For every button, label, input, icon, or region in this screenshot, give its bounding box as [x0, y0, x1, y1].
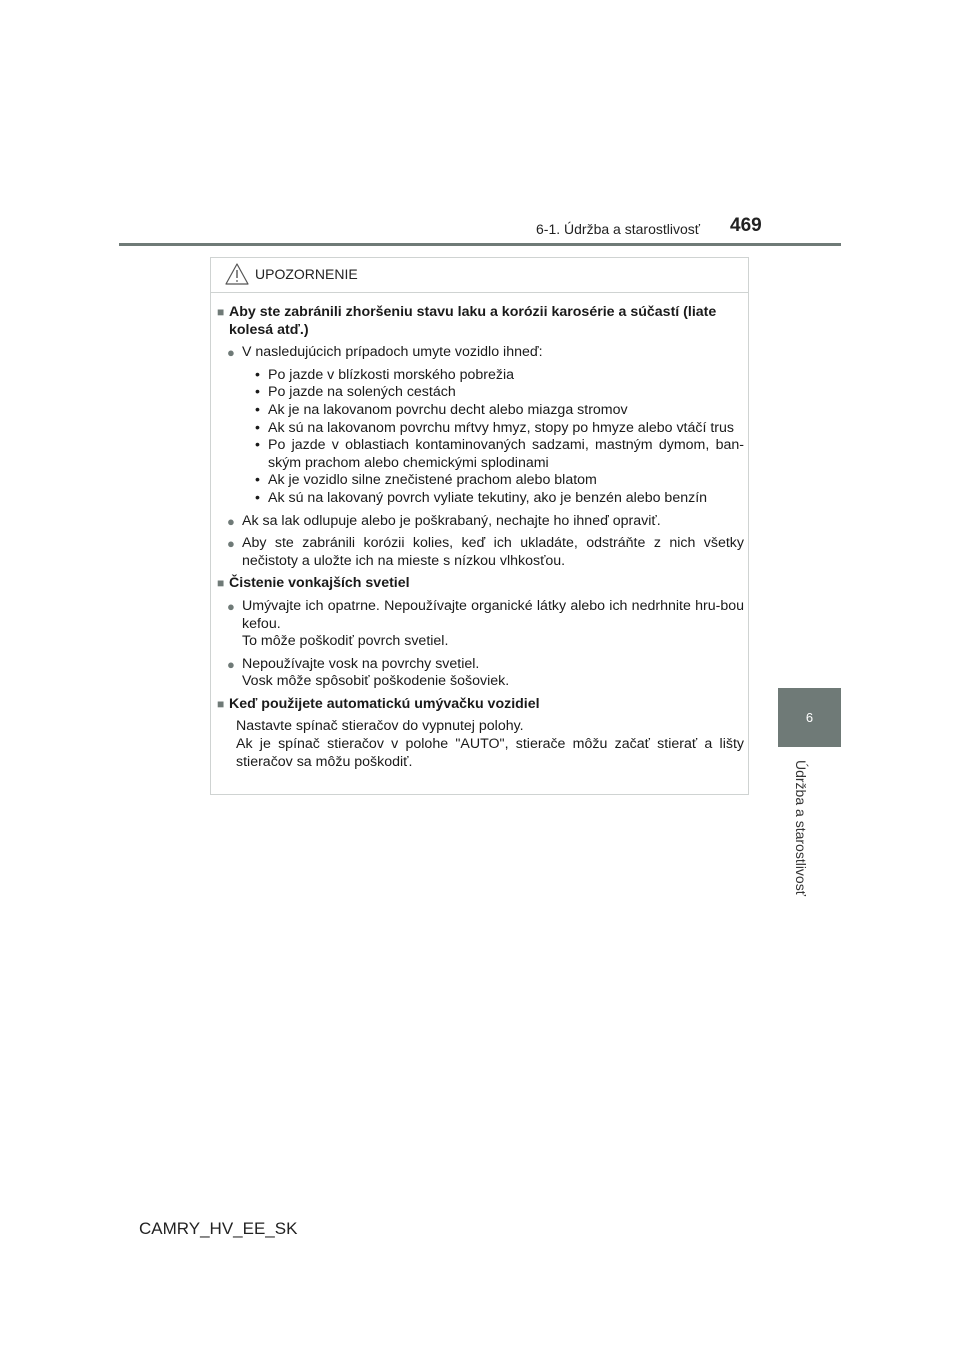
circle-bullet-icon: ●: [227, 513, 235, 529]
section-car-wash: [217, 696, 744, 771]
list-item: ● V nasledujúcich prípadoch umyte vozidlo ihneď: • Po jazde v blízkosti morského pobrežia • Po jazde na solených cestách • Ak je na lakovanom povrchu decht alebo miazga stromov • Ak sú na lakovanom povrchu mŕtvy hmyz, stopy po hmyze alebo vtáčí trus • Po jazde v oblastiach kontaminovaných sadzami, mastným dymom, ban-ským prachom alebo chemickými splodinami • Ak je vozidlo silne znečistené prachom alebo blatom • Ak sú na lakovaný povrch vyliate tekutiny, ako je benzén alebo benzín: [227, 344, 744, 506]
section-heading: ■ Aby ste zabránili zhoršeniu stavu laku a korózii karosérie a súčastí (liate kolesá atď.): [217, 304, 717, 338]
paragraph: Nastavte spínač stieračov do vypnutej polohy.: [236, 718, 524, 735]
sub-list-item: • Po jazde na solených cestách: [255, 384, 456, 401]
circle-bullet-icon: ●: [227, 536, 235, 552]
sub-list-item: • Ak sú na lakovaný povrch vyliate tekutiny, ako je benzén alebo benzín: [255, 489, 708, 506]
warning-title: UPOZORNENIE: [255, 266, 358, 282]
header-rule: [119, 243, 841, 246]
sub-list-item: • Ak je na lakovanom povrchu decht alebo miazga stromov: [255, 401, 628, 418]
sub-list-item: • Po jazde v blízkosti morského pobrežia: [255, 366, 515, 383]
sub-list: [242, 367, 744, 508]
warning-triangle-icon: [225, 263, 249, 285]
chapter-number: 6: [805, 710, 814, 725]
list-item: ● Nepoužívajte vosk na povrchy svetiel. Vosk môže spôsobiť poškodenie šošoviek.: [227, 655, 510, 690]
circle-bullet-icon: ●: [227, 345, 235, 361]
square-bullet-icon: ■: [217, 576, 225, 591]
warning-header: [211, 258, 748, 293]
chapter-side-label: Údržba a starostlivosť: [793, 760, 809, 896]
warning-body: [217, 304, 744, 776]
square-bullet-icon: ■: [217, 305, 225, 319]
sub-list-item: • Ak sú na lakovanom povrchu mŕtvy hmyz, stopy po hmyze alebo vtáčí trus: [255, 419, 735, 436]
section-title: 6-1. Údržba a starostlivosť: [536, 221, 700, 237]
document-code: CAMRY_HV_EE_SK: [139, 1219, 298, 1238]
circle-bullet-icon: ●: [227, 656, 235, 672]
list-item: ● Umývajte ich opatrne. Nepoužívajte organické látky alebo ich nedrhnite hru-bou kefou. To môže poškodiť povrch svetiel.: [227, 597, 744, 650]
page-number: 469: [730, 215, 762, 236]
section-lights-cleaning: [217, 575, 744, 691]
list-item: ● Aby ste zabránili korózii kolies, keď ich ukladáte, odstráňte z nich všetky nečistoty a uložte ich na mieste s nízkou vlhkosťou.: [227, 535, 744, 569]
chapter-tab: [778, 688, 841, 747]
section-heading: ■ Čistenie vonkajších svetiel: [217, 575, 410, 592]
warning-box: [210, 257, 749, 795]
sub-list-item: • Po jazde v oblastiach kontaminovaných sadzami, mastným dymom, ban-ským prachom alebo chemickými splodinami: [255, 437, 744, 471]
section-paint-corrosion: [217, 304, 744, 570]
square-bullet-icon: ■: [217, 696, 225, 711]
circle-bullet-icon: ●: [227, 598, 235, 614]
list-item: ● Ak sa lak odlupuje alebo je poškrabaný, nechajte ho ihneď opraviť.: [227, 512, 661, 529]
sub-list-item: • Ak je vozidlo silne znečistené prachom alebo blatom: [255, 472, 597, 489]
section-heading: ■ Keď použijete automatickú umývačku vozidiel: [217, 695, 540, 712]
paragraph: Ak je spínač stieračov v polohe "AUTO", stierače môžu začať stierať a lišty stieračov sa môžu poškodiť.: [236, 736, 744, 770]
